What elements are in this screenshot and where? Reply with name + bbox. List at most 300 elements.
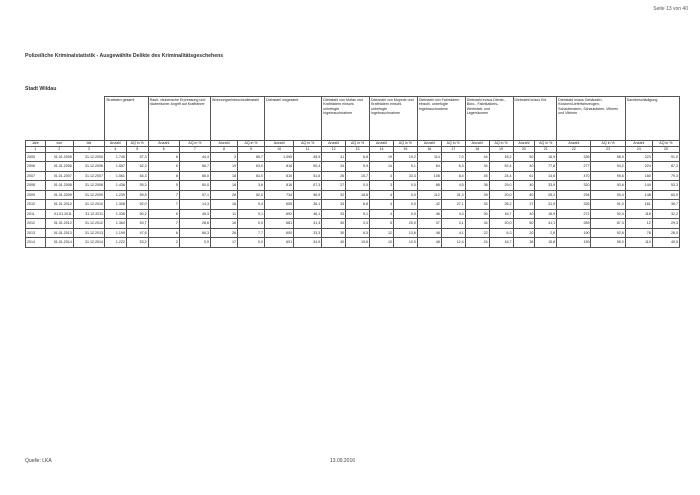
sub-header: Anzahl	[322, 141, 346, 147]
table-cell: 42	[417, 200, 441, 210]
table-cell: 277	[557, 162, 591, 172]
table-cell: 31.12.2006	[73, 162, 104, 172]
table-cell: 31.12.2009	[73, 190, 104, 200]
column-number: 24	[625, 147, 652, 153]
table-row	[26, 181, 680, 191]
table-cell: 30	[322, 219, 346, 229]
table-cell: 8	[148, 171, 179, 181]
column-number: 23	[591, 147, 625, 153]
table-cell: 41	[322, 152, 346, 162]
column-number: 7	[179, 147, 210, 153]
table-cell: 18,2	[489, 152, 513, 162]
group-header: Diebstahl in/aus Kfz	[513, 97, 557, 141]
column-number: 21	[535, 147, 557, 153]
table-cell: 34	[465, 200, 489, 210]
sub-header: AQ in %	[652, 141, 679, 147]
table-cell: 01.01.2005	[45, 152, 73, 162]
table-cell: 01.01.2008	[45, 181, 73, 191]
table-cell: 0,0	[238, 238, 265, 248]
table-cell: 63,0	[652, 190, 679, 200]
table-cell: 30	[322, 228, 346, 238]
table-cell: 6,3	[489, 228, 513, 238]
table-cell: 6,5	[346, 228, 370, 238]
table-cell: 47,6	[126, 228, 148, 238]
group-header: Wohnungseinbruchsdiebstahl	[211, 97, 265, 141]
table-cell: 294	[557, 190, 591, 200]
table-cell: 53,3	[652, 181, 679, 191]
table-cell: 27	[322, 181, 346, 191]
table-cell: 63,0	[238, 171, 265, 181]
sub-header: AQ in %	[126, 141, 148, 147]
table-cell: 7,0	[441, 152, 465, 162]
table-cell: 79,3	[652, 171, 679, 181]
page-number: Seite 13 von 40	[653, 6, 688, 12]
table-cell: 2014	[26, 238, 46, 248]
group-header-blank	[26, 97, 105, 141]
sub-header: Anzahl	[148, 141, 179, 147]
table-cell: 85,7	[238, 152, 265, 162]
group-header: Diebstahl insgesamt	[265, 97, 322, 141]
table-cell: 41,1	[535, 219, 557, 229]
table-cell: 12	[625, 219, 652, 229]
table-row	[26, 152, 680, 162]
table-cell: 4	[370, 209, 394, 219]
table-cell: 1.239	[105, 190, 127, 200]
sub-header: Anzahl	[417, 141, 441, 147]
table-cell: 1.095	[265, 152, 294, 162]
table-cell: 10	[370, 238, 394, 248]
table-cell: 64,3	[126, 171, 148, 181]
sub-header: AQ in %	[393, 141, 417, 147]
column-number: 13	[346, 147, 370, 153]
column-number: 25	[652, 147, 679, 153]
table-cell: 0,0	[393, 181, 417, 191]
table-cell: 50,2	[126, 209, 148, 219]
table-cell: 0,0	[238, 219, 265, 229]
group-header: Diebstahl von Fahrrädern einschl. unbefugte Ingebrauchnahme	[417, 97, 465, 141]
table-cell: 289	[557, 219, 591, 229]
table-row	[26, 238, 680, 248]
table-cell: 01.01.2013	[45, 228, 73, 238]
column-number: 9	[238, 147, 265, 153]
column-number: 16	[417, 147, 441, 153]
table-cell: 26,2	[489, 200, 513, 210]
table-cell: 161	[625, 200, 652, 210]
table-cell: 34	[465, 162, 489, 172]
table-cell: 0,0	[346, 181, 370, 191]
table-cell: 470	[557, 171, 591, 181]
column-number: 6	[148, 147, 179, 153]
column-number: 19	[489, 147, 513, 153]
table-cell: 1.438	[105, 181, 127, 191]
footer-source: Quelle: LKA	[25, 458, 52, 464]
table-cell: 57,3	[294, 181, 322, 191]
table-row	[26, 190, 680, 200]
table-cell: 01.01.2012	[45, 219, 73, 229]
table-cell: 16	[211, 200, 238, 210]
table-cell: 1.222	[105, 238, 127, 248]
table-cell: 37	[417, 219, 441, 229]
column-number: 5	[126, 147, 148, 153]
table-cell: 15,8	[535, 238, 557, 248]
table-cell: 94,2	[591, 162, 625, 172]
table-cell: 0,0	[393, 200, 417, 210]
table-cell: 31.12.2012	[73, 219, 104, 229]
table-cell: 95,6	[591, 171, 625, 181]
table-cell: 19	[211, 162, 238, 172]
sub-header: Anzahl	[211, 141, 238, 147]
table-cell: 91,0	[591, 200, 625, 210]
table-cell: 24	[465, 238, 489, 248]
table-cell: 50,4	[294, 162, 322, 172]
sub-header: AQ in %	[441, 141, 465, 147]
table-cell: 33,3	[393, 171, 417, 181]
table-cell: 31.12.2014	[73, 238, 104, 248]
group-header-row	[26, 97, 680, 141]
table-cell: 41,3	[294, 219, 322, 229]
table-cell: 8,4	[441, 171, 465, 181]
table-cell: 57,1	[179, 190, 210, 200]
group-header: Diebstahl von Mopeds und Krafträdern einschl. unbefugte Ingebrauchnahme	[370, 97, 418, 141]
column-number: 15	[393, 147, 417, 153]
group-header: Diebstahl in/aus Dienst-, Büro-, Fabrikations-, Werkstatt- und Lagerräumen	[465, 97, 513, 141]
table-cell: 159	[557, 238, 591, 248]
sub-header: bis	[73, 141, 104, 147]
table-cell: 36,7	[652, 200, 679, 210]
table-cell: 3	[211, 152, 238, 162]
table-cell: 53,2	[126, 238, 148, 248]
table-cell: 40	[513, 181, 535, 191]
table-cell: 8	[148, 152, 179, 162]
table-cell: 9,4	[238, 200, 265, 210]
table-cell: 50	[513, 219, 535, 229]
table-cell: 51,6	[294, 171, 322, 181]
table-cell: 320	[557, 181, 591, 191]
table-cell: 16,7	[489, 209, 513, 219]
table-cell: 19,2	[393, 152, 417, 162]
city-label: Stadt Wildau	[25, 86, 57, 92]
table-cell: 39	[465, 190, 489, 200]
table-cell: 92,6	[591, 228, 625, 238]
table-cell: 28,6	[179, 219, 210, 229]
group-header: Diebstahl von Mofas und Krafträdern einschl. unbefugte Ingebrauchnahme	[322, 97, 370, 141]
column-number: 10	[265, 147, 294, 153]
table-cell: 66,7	[179, 162, 210, 172]
table-cell: 7	[148, 200, 179, 210]
table-cell: 14	[370, 162, 394, 172]
table-cell: 46	[417, 209, 441, 219]
table-cell: 45,3	[179, 209, 210, 219]
table-cell: 63,0	[238, 162, 265, 172]
sub-header: Anzahl	[265, 141, 294, 147]
table-cell: 114	[417, 152, 441, 162]
table-cell: 88	[417, 181, 441, 191]
table-cell: 2007	[26, 171, 46, 181]
table-cell: 66,0	[179, 171, 210, 181]
table-cell: 148	[625, 190, 652, 200]
table-cell: 50	[513, 152, 535, 162]
table-cell: 32	[322, 190, 346, 200]
table-cell: 33,3	[294, 228, 322, 238]
table-cell: 52,0	[238, 190, 265, 200]
table-cell: 15,7	[346, 171, 370, 181]
table-cell: 4,5	[441, 181, 465, 191]
column-number: 2	[45, 147, 73, 153]
table-cell: 12	[370, 228, 394, 238]
sub-header: Anzahl	[465, 141, 489, 147]
column-number: 14	[370, 147, 394, 153]
table-cell: 2012	[26, 219, 46, 229]
table-cell: 58,9	[591, 152, 625, 162]
table-cell: 7,7	[238, 228, 265, 238]
table-row	[26, 171, 680, 181]
table-cell: 45,5	[652, 238, 679, 248]
table-cell: 20	[513, 228, 535, 238]
table-cell: 95,0	[591, 238, 625, 248]
table-cell: 26	[322, 171, 346, 181]
table-cell: 31.12.2005	[73, 152, 104, 162]
sub-header: AQ in %	[535, 141, 557, 147]
table-cell: 01.01.2011	[45, 209, 73, 219]
column-number: 17	[441, 147, 465, 153]
table-cell: 13,6	[393, 228, 417, 238]
table-cell: 31.12.2010	[73, 200, 104, 210]
table-cell: 681	[265, 219, 294, 229]
table-cell: 692	[265, 209, 294, 219]
table-cell: 60,0	[179, 181, 210, 191]
table-cell: 38	[513, 238, 535, 248]
table-cell: 26	[211, 228, 238, 238]
table-cell: 91,0	[652, 152, 679, 162]
table-cell: 2009	[26, 190, 46, 200]
table-cell: 32,2	[652, 209, 679, 219]
table-row	[26, 162, 680, 172]
table-cell: 40	[322, 238, 346, 248]
table-cell: 33,9	[535, 181, 557, 191]
table-cell: 17	[211, 238, 238, 248]
table-cell: 3	[370, 181, 394, 191]
table-cell: 29,3	[652, 219, 679, 229]
table-cell: 56,9	[294, 190, 322, 200]
table-cell: 10,0	[393, 238, 417, 248]
table-cell: 818	[265, 181, 294, 191]
sub-header: Anzahl	[105, 141, 127, 147]
table-cell: 93,6	[591, 181, 625, 191]
table-cell: 0,0	[393, 190, 417, 200]
table-cell: 34,9	[294, 238, 322, 248]
column-number: 1	[26, 147, 46, 153]
group-header: Raub, räuberische Erpressung und räuberischer Angriff auf Kraftfahrer	[148, 97, 210, 141]
sub-header: AQ in %	[489, 141, 513, 147]
table-cell: 31,9	[535, 200, 557, 210]
table-cell: 7	[148, 190, 179, 200]
table-cell: 45	[465, 171, 489, 181]
table-cell: 20,0	[489, 190, 513, 200]
table-cell: 2010	[26, 200, 46, 210]
table-cell: 40	[513, 209, 535, 219]
table-cell: 3,6	[238, 181, 265, 191]
column-number: 20	[513, 147, 535, 153]
table-row	[26, 200, 680, 210]
table-cell: 110	[625, 238, 652, 248]
table-cell: 1.561	[105, 171, 127, 181]
table-cell: 336	[557, 152, 591, 162]
table-cell: 144	[625, 181, 652, 191]
table-cell: 8,8	[346, 200, 370, 210]
table-cell: 93,4	[591, 190, 625, 200]
table-cell: 1.745	[105, 152, 127, 162]
column-number: 22	[557, 147, 591, 153]
table-cell: 48	[417, 228, 441, 238]
table-cell: 600	[265, 228, 294, 238]
table-cell: 11	[211, 209, 238, 219]
table-cell: 19,6	[346, 238, 370, 248]
table-cell: 34	[322, 162, 346, 172]
table-cell: 40	[513, 162, 535, 172]
table-cell: 20,0	[393, 219, 417, 229]
column-number: 8	[211, 147, 238, 153]
table-row	[26, 209, 680, 219]
table-cell: 36,1	[294, 200, 322, 210]
table-cell: 1.336	[105, 209, 127, 219]
table-cell: 4	[370, 190, 394, 200]
table-cell: 1.308	[105, 200, 127, 210]
table-cell: 26	[211, 190, 238, 200]
table-cell: 52,4	[489, 162, 513, 172]
table-cell: 6	[148, 209, 179, 219]
table-cell: 92,4	[591, 209, 625, 219]
table-cell: 26,0	[652, 228, 679, 238]
table-cell: 34	[465, 219, 489, 229]
table-cell: 3,3	[346, 219, 370, 229]
table-cell: 18	[211, 171, 238, 181]
table-cell: 38	[465, 181, 489, 191]
table-cell: 5	[370, 219, 394, 229]
table-cell: 6,8	[346, 152, 370, 162]
table-cell: 48	[417, 238, 441, 248]
column-number: 11	[294, 147, 322, 153]
table-cell: 31.12.2013	[73, 228, 104, 238]
table-cell: 108	[417, 171, 441, 181]
table-cell: 5,9	[346, 162, 370, 172]
table-cell: 61	[513, 171, 535, 181]
table-cell: 27,1	[441, 200, 465, 210]
table-cell: 180	[625, 171, 652, 181]
table-cell: 31.12.2007	[73, 171, 104, 181]
table-cell: 5	[148, 181, 179, 191]
table-cell: 14,3	[179, 200, 210, 210]
table-cell: 59,5	[126, 190, 148, 200]
table-cell: 44	[465, 152, 489, 162]
table-cell: 55,3	[126, 181, 148, 191]
table-cell: 4,3	[441, 209, 465, 219]
table-cell: 44,4	[179, 152, 210, 162]
table-cell: 16,9	[535, 152, 557, 162]
table-cell: 18	[211, 181, 238, 191]
table-cell: 25,2	[535, 190, 557, 200]
table-cell: 57,3	[126, 152, 148, 162]
table-cell: 20,0	[489, 219, 513, 229]
group-header: Straftaten gesamt	[105, 97, 149, 141]
table-cell: 2	[148, 238, 179, 248]
table-cell: 2011	[26, 209, 46, 219]
table-cell: 30	[465, 209, 489, 219]
sub-header: AQ in %	[179, 141, 210, 147]
table-cell: 1.557	[105, 162, 127, 172]
sub-header: AQ in %	[294, 141, 322, 147]
column-number: 12	[322, 147, 346, 153]
table-cell: 01.01.2010	[45, 200, 73, 210]
table-cell: 1.364	[105, 219, 127, 229]
table-cell: 12,4	[441, 238, 465, 248]
sub-header: AQ in %	[591, 141, 625, 147]
group-header: Diebstahl in/aus Gebäuden, Kiosken/Lieferfahrzeugen, Schaufenstern, Schaukästen, Vitrinen und Vitrinen	[557, 97, 626, 141]
table-cell: 87,3	[591, 219, 625, 229]
table-cell: 18,8	[346, 190, 370, 200]
table-cell: 01.01.2007	[45, 171, 73, 181]
table-cell: 326	[557, 200, 591, 210]
table-cell: 22	[465, 228, 489, 238]
sub-header: von	[45, 141, 73, 147]
table-cell: 45,9	[294, 152, 322, 162]
table-cell: 190	[557, 228, 591, 238]
table-cell: 2008	[26, 181, 46, 191]
table-cell: 9,1	[393, 162, 417, 172]
table-cell: 16,9	[535, 209, 557, 219]
table-cell: 655	[265, 200, 294, 210]
table-cell: 112	[417, 190, 441, 200]
table-cell: 7	[148, 219, 179, 229]
sub-header: Anzahl	[513, 141, 535, 147]
table-cell: 9,1	[346, 209, 370, 219]
table-cell: 14,6	[535, 171, 557, 181]
table-cell: 78	[625, 228, 652, 238]
table-cell: 33	[322, 209, 346, 219]
table-cell: 16,7	[489, 238, 513, 248]
table-cell: 19	[370, 152, 394, 162]
table-cell: 1.199	[105, 228, 127, 238]
table-cell: 601	[265, 238, 294, 248]
table-cell: 40	[513, 190, 535, 200]
table-cell: 87,3	[652, 162, 679, 172]
sub-header: AQ in %	[238, 141, 265, 147]
table-cell: 01.01.2006	[45, 162, 73, 172]
group-header: Sachbeschädigung	[625, 97, 679, 141]
table-cell: 4	[370, 200, 394, 210]
table-cell: 6	[148, 162, 179, 172]
column-number: 3	[73, 147, 104, 153]
table-cell: 34	[322, 200, 346, 210]
table-cell: 224	[625, 162, 652, 172]
table-cell: 31,3	[441, 190, 465, 200]
table-cell: 27	[513, 200, 535, 210]
table-cell: 6,3	[441, 162, 465, 172]
table-cell: 810	[265, 171, 294, 181]
table-cell: 4,1	[441, 228, 465, 238]
table-cell: 9,1	[238, 209, 265, 219]
sub-header: Anzahl	[370, 141, 394, 147]
table-cell: 2,6	[535, 228, 557, 238]
sub-header: AQ in %	[346, 141, 370, 147]
column-number: 4	[105, 147, 127, 153]
table-cell: 223	[625, 152, 652, 162]
table-cell: 29,0	[489, 181, 513, 191]
table-cell: 46,1	[294, 209, 322, 219]
table-cell: 01.01.2014	[45, 238, 73, 248]
table-cell: 66,3	[179, 228, 210, 238]
footer-date: 13.09.2016	[330, 458, 356, 464]
table-cell: 2005	[26, 152, 46, 162]
